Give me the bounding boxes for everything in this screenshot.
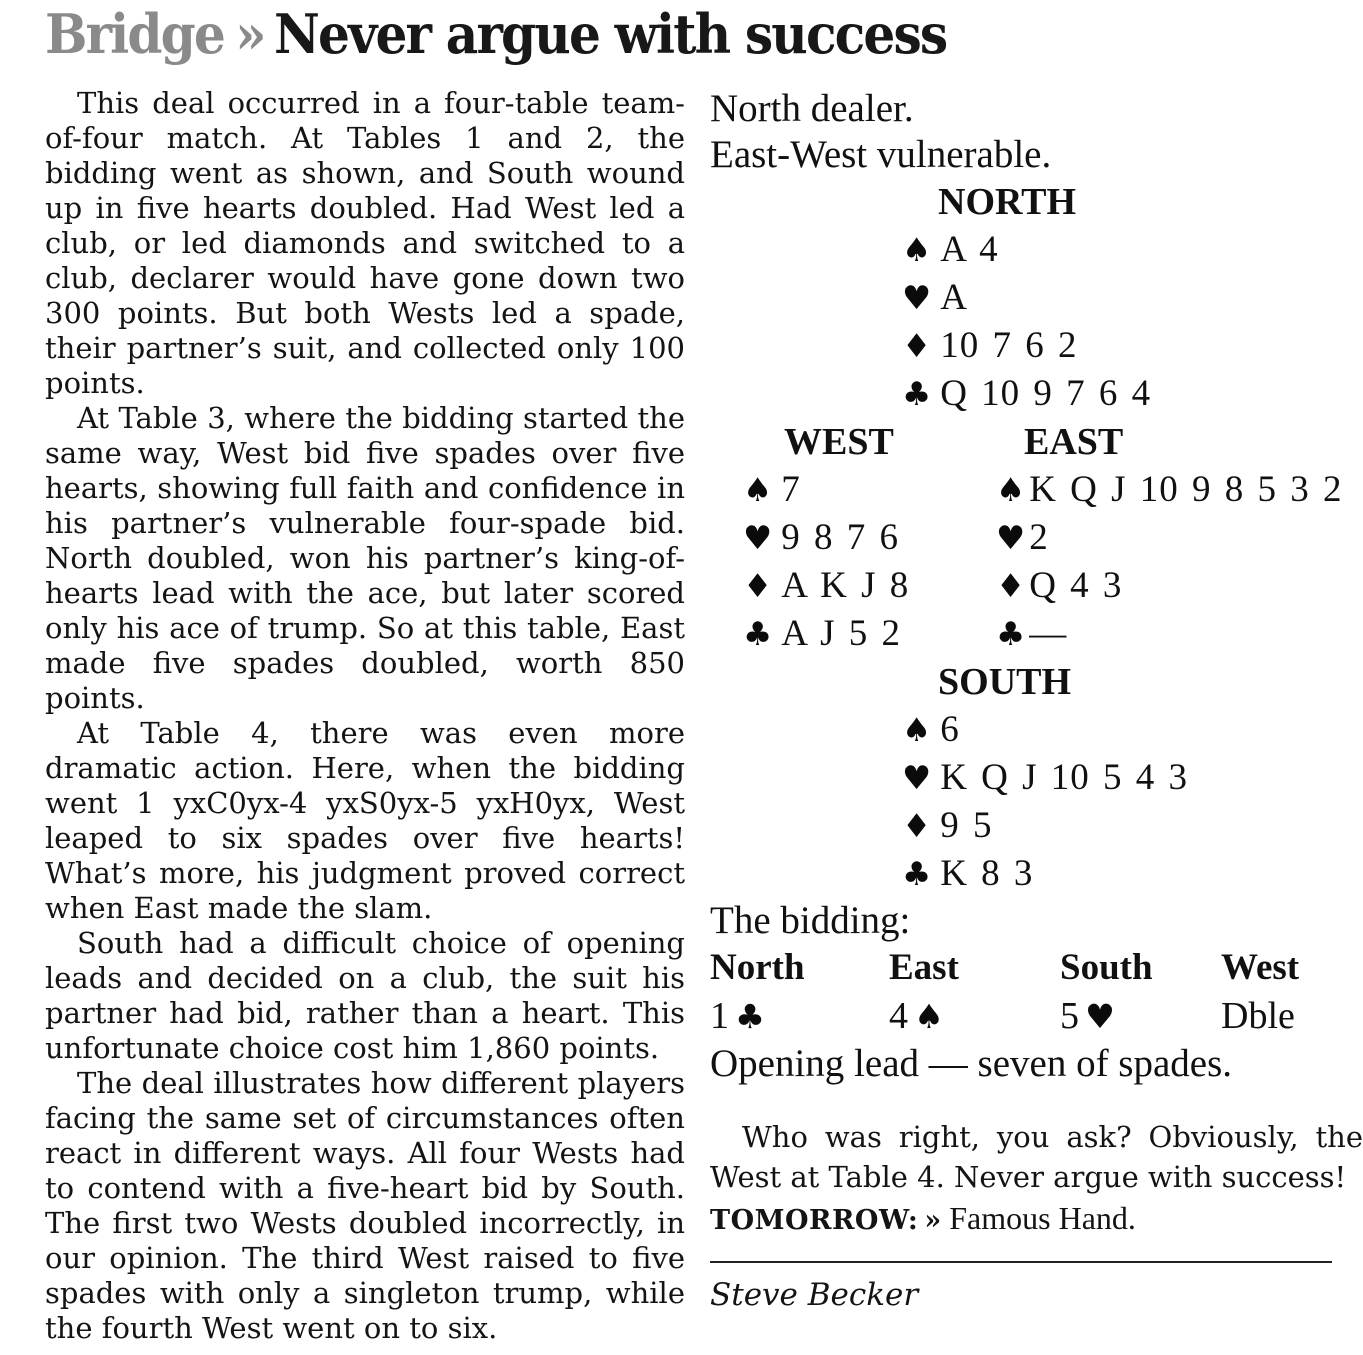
club-icon: ♣ xyxy=(735,997,765,1036)
north-hand xyxy=(902,226,1363,418)
closing-block xyxy=(710,1117,1363,1245)
tomorrow-label: TOMORROW: xyxy=(710,1205,919,1236)
south-hearts-row xyxy=(902,754,1363,802)
west-hand xyxy=(743,466,909,658)
article-body xyxy=(45,86,685,1346)
article-paragraph-2: At Table 3, where the bidding started the same way, West bid five spades over five hearts, showing full faith and confidence in his partner’s vulnerable four-spade bid. North doubled, won his partner’s king-of-hearts lead with the ace, but later scored only his ace of trump. So at this table, East made five spades doubled, worth 850 points. xyxy=(45,401,685,715)
west-hearts-cards: 9 8 7 6 xyxy=(781,517,899,558)
bid-east-number: 4 xyxy=(889,995,908,1037)
club-icon: ♣ xyxy=(996,615,1027,653)
bid-east xyxy=(889,992,1060,1041)
bidding-header-west: West xyxy=(1221,947,1300,988)
guillemet-separator-icon: » xyxy=(924,1205,942,1236)
bid-north-number: 1 xyxy=(710,995,729,1037)
diamond-icon: ♦ xyxy=(743,567,774,605)
heart-icon: ♥ xyxy=(902,279,933,317)
author-byline: Steve Becker xyxy=(710,1277,919,1313)
west-east-hands xyxy=(710,466,1363,658)
south-hearts-cards: K Q J 10 5 4 3 xyxy=(940,757,1189,798)
east-diamonds-row xyxy=(996,562,1343,610)
guillemet-separator-icon: » xyxy=(235,2,265,66)
article-paragraph-4: South had a difficult choice of opening leads and decided on a club, the suit his partner had bid, rather than a heart. This unfortunate choice cost him 1,860 points. xyxy=(45,926,685,1065)
spade-icon: ♠ xyxy=(914,997,944,1036)
south-hand xyxy=(902,706,1363,898)
west-hand-label: WEST xyxy=(784,421,894,463)
south-clubs-row xyxy=(902,850,1363,898)
club-icon: ♣ xyxy=(902,375,933,413)
east-hand xyxy=(996,466,1343,658)
diamond-icon: ♦ xyxy=(902,807,933,845)
club-icon: ♣ xyxy=(902,855,933,893)
article-paragraph-1: This deal occurred in a four-table team-of-four match. At Tables 1 and 2, the bidding went as shown, and South wound up in five hearts doubled. Had West led a club, or led diamonds and switched to a club, declarer would have gone down two 300 points. But both Wests led a spade, their partner’s suit, and collected only 100 points. xyxy=(45,86,685,400)
west-clubs-row xyxy=(743,610,909,658)
bid-west: Dble xyxy=(1221,995,1295,1037)
south-diamonds-row xyxy=(902,802,1363,850)
east-spades-row xyxy=(996,466,1343,514)
bidding-header-north: North xyxy=(710,947,805,988)
south-hand-label: SOUTH xyxy=(938,661,1072,703)
east-spades-cards: K Q J 10 9 8 5 3 2 xyxy=(1029,469,1343,510)
east-hand-label: EAST xyxy=(1024,421,1124,463)
diamond-icon: ♦ xyxy=(902,327,933,365)
byline-divider xyxy=(710,1261,1332,1263)
west-hearts-row xyxy=(743,514,909,562)
article-paragraph-5: The deal illustrates how different players facing the same set of circumstances often react in different ways. All four Wests had to contend with a five-heart bid by South. The first two Wests doubled incorrectly, in our opinion. The third West raised to five spades with only a singleton trump, while the fourth West went on to six. xyxy=(45,1066,685,1345)
south-diamonds-cards: 9 5 xyxy=(940,805,993,846)
east-hearts-row xyxy=(996,514,1343,562)
spade-icon: ♠ xyxy=(996,471,1027,509)
diamond-icon: ♦ xyxy=(996,567,1027,605)
spade-icon: ♠ xyxy=(902,231,933,269)
spade-icon: ♠ xyxy=(902,711,933,749)
article-title: Never argue with success xyxy=(273,2,947,66)
west-spades-row xyxy=(743,466,909,514)
tomorrow-line xyxy=(710,1197,1363,1245)
south-spades-row xyxy=(902,706,1363,754)
bidding-header-south: South xyxy=(1060,947,1153,988)
bidding-header-row xyxy=(710,944,1363,992)
south-spades-cards: 6 xyxy=(940,709,960,750)
north-diamonds-cards: 10 7 6 2 xyxy=(940,325,1078,366)
west-diamonds-cards: A K J 8 xyxy=(781,565,910,606)
north-spades-cards: A 4 xyxy=(940,229,999,270)
bidding-header-east: East xyxy=(889,947,959,988)
west-east-labels xyxy=(710,418,1363,466)
deal-diagram xyxy=(710,86,1363,1315)
west-diamonds-row xyxy=(743,562,909,610)
north-hearts-cards: A xyxy=(940,277,968,318)
bid-south xyxy=(1060,992,1221,1041)
bid-north xyxy=(710,992,889,1041)
east-clubs-row xyxy=(996,610,1343,658)
closing-paragraph: Who was right, you ask? Obviously, the West at Table 4. Never argue with success! xyxy=(710,1120,1363,1194)
north-spades-row xyxy=(902,226,1363,274)
dealer-line: North dealer. xyxy=(710,87,914,130)
spade-icon: ♠ xyxy=(743,471,774,509)
headline xyxy=(45,4,946,64)
north-hearts-row xyxy=(902,274,1363,322)
east-hearts-cards: 2 xyxy=(1029,517,1049,558)
east-clubs-void: — xyxy=(1029,613,1068,654)
club-icon: ♣ xyxy=(743,615,774,653)
column-kicker: Bridge xyxy=(45,2,225,66)
heart-icon: ♥ xyxy=(902,759,933,797)
vulnerability-line: East-West vulnerable. xyxy=(710,133,1052,176)
bidding-bids-row xyxy=(710,992,1363,1041)
west-clubs-cards: A J 5 2 xyxy=(781,613,902,654)
bidding-heading: The bidding: xyxy=(710,899,911,942)
north-hand-label: NORTH xyxy=(938,181,1077,223)
north-clubs-row xyxy=(902,370,1363,418)
heart-icon: ♥ xyxy=(743,519,774,557)
opening-lead-line: Opening lead — seven of spades. xyxy=(710,1042,1233,1085)
north-diamonds-row xyxy=(902,322,1363,370)
heart-icon: ♥ xyxy=(996,519,1027,557)
tomorrow-topic: Famous Hand. xyxy=(949,1200,1136,1236)
heart-icon: ♥ xyxy=(1085,997,1115,1036)
bid-south-number: 5 xyxy=(1060,995,1079,1037)
west-spades-cards: 7 xyxy=(781,469,801,510)
south-clubs-cards: K 8 3 xyxy=(940,853,1034,894)
north-clubs-cards: Q 10 9 7 6 4 xyxy=(940,373,1152,414)
article-paragraph-3: At Table 4, there was even more dramatic action. Here, when the bidding went 1 yxC0yx-4 yxS0yx-5 yxH0yx, West leaped to six spades over five hearts! What’s more, his judgment proved correct when East made the slam. xyxy=(45,716,685,925)
east-diamonds-cards: Q 4 3 xyxy=(1029,565,1123,606)
